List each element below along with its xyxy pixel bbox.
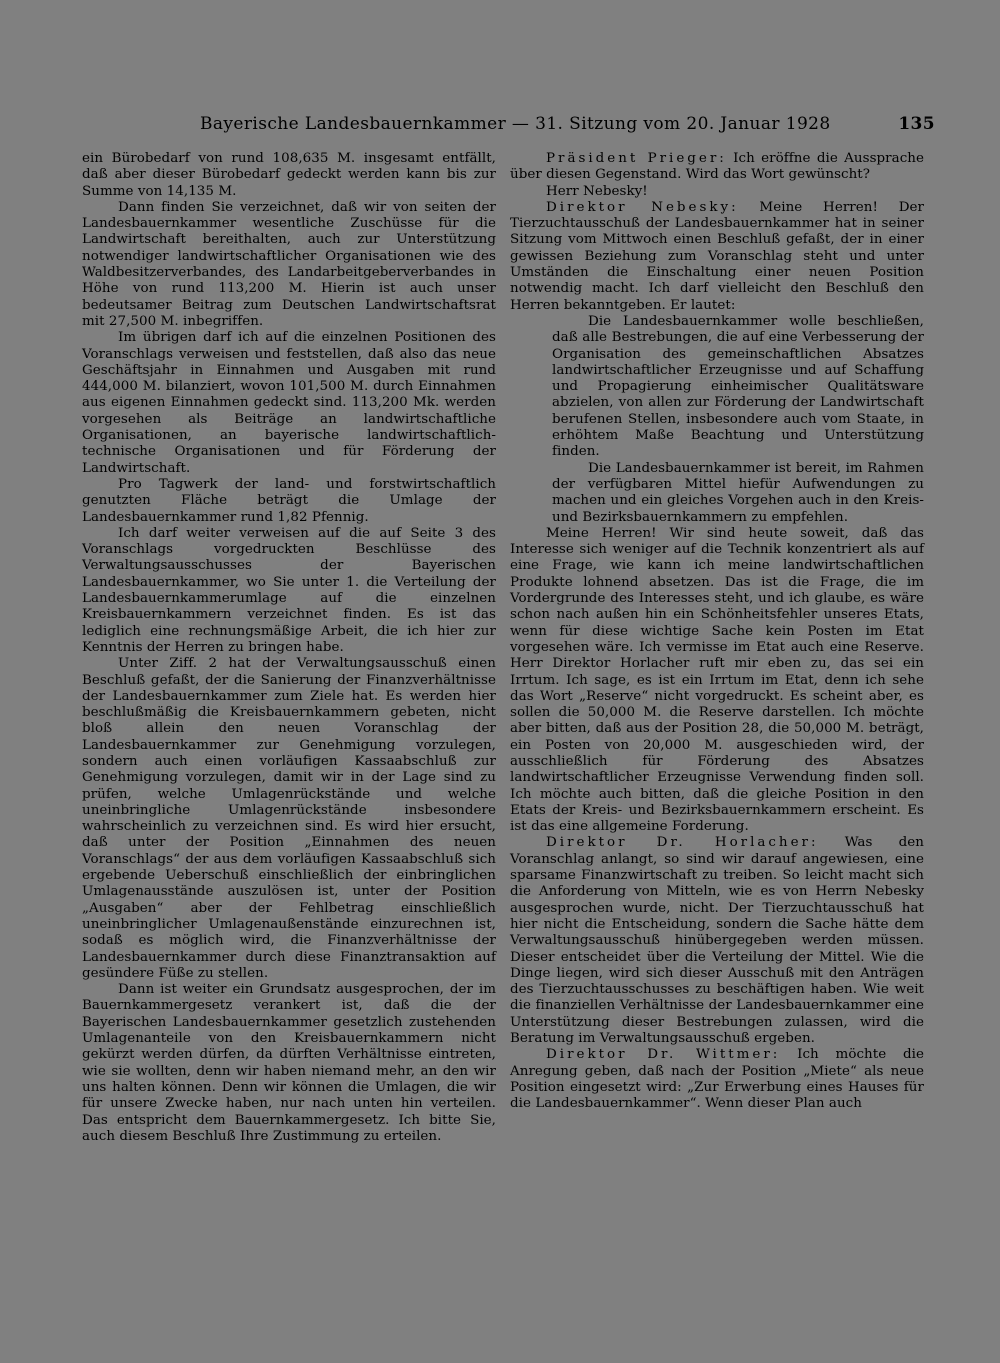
speech-text: Meine Herren! Der Tierzuchtausschuß der Landesbauernkammer hat in seiner Sitzung vom Mittwoch einen Beschluß gefaßt, der in einer gewissen Beziehung zum Voranschlag steht und unter Umständen die Einschaltung einer neuen Position notwendig macht. Ich darf vielleicht den Beschluß den Herren bekanntgeben. Er lautet:	[510, 199, 924, 313]
paragraph: Pro Tagwerk der land- und forstwirtschaftlich genutzten Fläche beträgt die Umlage der Landesbauernkammer rund 1,82 Pfennig.	[82, 476, 496, 525]
speech-text: Ich eröffne die Aussprache über diesen Gegenstand. Wird das Wort gewünscht?	[510, 151, 924, 183]
speech-paragraph	[510, 200, 924, 314]
running-header	[200, 114, 935, 136]
speaker-name: Direktor Dr. Wittmer:	[546, 1047, 781, 1063]
header-title: Bayerische Landesbauernkammer — 31. Sitzung vom 20. Januar 1928	[200, 114, 831, 134]
speech-text: Ich möchte die Anregung geben, daß nach der Position „Miete“ als neue Position eingesetzt wird: „Zur Erwerbung eines Hauses für die Landesbauernkammer“. Wenn dieser Plan auch	[510, 1047, 924, 1112]
left-column	[82, 151, 496, 1145]
speech-paragraph	[510, 151, 924, 184]
speaker-name: Direktor Dr. Horlacher:	[546, 835, 819, 851]
paragraph: Dann ist weiter ein Grundsatz ausgesprochen, der im Bauernkammergesetz verankert ist, daß die der Bayerischen Landesbauernkammer gesetzlich zustehenden Umlagenanteile von den Kreisbauernkammern nicht gekürzt werden dürfen, da dürften Verhältnisse eintreten, wie sie wollten, denn wir haben niemand mehr, an den wir uns halten können. Denn wir können die Umlagen, die wir für unsere Zwecke haben, nur nach unten hin verteilen. Das entspricht dem Bauernkammergesetz. Ich bitte Sie, auch diesem Beschluß Ihre Zustimmung zu erteilen.	[82, 982, 496, 1144]
page-number: 135	[898, 114, 935, 134]
paragraph: Herr Nebesky!	[546, 183, 648, 199]
paragraph: Dann finden Sie verzeichnet, daß wir von seiten der Landesbauernkammer wesentliche Zuschüsse für die Landwirtschaft bereithalten, auch zur Unterstützung notwendiger landwirtschaftlicher Organisationen wie des Waldbesitzerverbandes, des Landarbeitgeberverbandes in Höhe von rund 113,200 M. Hierin ist auch unser bedeutsamer Beitrag zum Deutschen Landwirtschaftsrat mit 27,500 M. inbegriffen.	[82, 199, 496, 329]
paragraph: Meine Herren! Wir sind heute soweit, daß das Interesse sich weniger auf die Technik konzentriert als auf eine Frage, wie kann ich meine landwirtschaftlichen Produkte lohnend absetzen. Das ist die Frage, die im Vordergrunde des Interesses steht, und ich glaube, es wäre schon nach außen hin ein Schönheitsfehler unseres Etats, wenn für diese wichtige Sache kein Posten im Etat vorgesehen wäre. Ich vermisse im Etat auch eine Reserve. Herr Direktor Horlacher ruft mir eben zu, das sei ein Irrtum. Ich sage, es ist ein Irrtum im Etat, denn ich sehe das Wort „Reserve“ nicht vorgedruckt. Es scheint aber, es sollen die 50,000 M. die Reserve darstellen. Ich möchte aber bitten, daß aus der Position 28, die 50,000 M. beträgt, ein Posten von 20,000 M. ausgeschieden wird, der ausschließlich für Förderung des Absatzes landwirtschaftlicher Erzeugnisse Verwendung finden soll. Ich möchte auch bitten, daß die gleiche Position in den Etats der Kreis- und Bezirksbauernkammern erscheint. Es ist das eine allgemeine Forderung.	[510, 525, 924, 835]
speech-paragraph	[510, 835, 924, 1047]
paragraph: Unter Ziff. 2 hat der Verwaltungsausschuß einen Beschluß gefaßt, der die Sanierung der Finanzverhältnisse der Landesbauernkammer zum Ziele hat. Es werden hier beschlußmäßig die Kreisbauernkammern gebeten, nicht bloß allein den neuen Voranschlag der Landesbauernkammer zur Genehmigung vorzulegen, sondern auch einen vorläufigen Kassaabschluß zur Genehmigung vorzulegen, damit wir in der Lage sind zu prüfen, welche Umlagenrückstände und welche uneinbringliche Umlagenrückstände insbesondere wahrscheinlich zu verzeichnen sind. Es wird hier ersucht, daß unter der Position „Einnahmen des neuen Voranschlags“ der aus dem vorläufigen Kassaabschluß sich ergebende Ueberschuß einschließlich der einbringlichen Umlagenausstände auszulösen ist, unter der Position „Ausgaben“ aber der Fehlbetrag einschließlich uneinbringlicher Umlagenaußenstände einzurechnen ist, sodaß es möglich wird, die Finanzverhältnisse der Landesbauernkammer durch diese Finanztransaktion auf gesündere Füße zu stellen.	[82, 656, 496, 981]
paragraph: Ich darf weiter verweisen auf die auf Seite 3 des Voranschlags vorgedruckten Beschlüsse des Verwaltungsausschusses der Bayerischen Landesbauernkammer, wo Sie unter 1. die Verteilung der Landesbauernkammerumlage auf die einzelnen Kreisbauernkammern verzeichnet finden. Es ist das lediglich eine rechnungsmäßige Arbeit, die ich hier zur Kenntnis der Herren zu bringen habe.	[82, 525, 496, 655]
paragraph: ein Bürobedarf von rund 108,635 M. insgesamt entfällt, daß aber dieser Bürobedarf gedeckt werden kann bis zur Summe von 14,135 M.	[82, 151, 496, 199]
speaker-name: Präsident Prieger:	[546, 151, 727, 166]
right-column	[510, 151, 924, 1113]
paragraph: Im übrigen darf ich auf die einzelnen Positionen des Voranschlags verweisen und feststellen, daß also das neue Geschäftsjahr in Einnahmen und Ausgaben mit rund 444,000 M. bilanziert, wovon 101,500 M. durch Einnahmen aus eigenen Einnahmen gedeckt sind. 113,200 Mk. werden vorgesehen als Beiträge an landwirtschaftliche Organisationen, an bayerische landwirtschaftlich-technische Organisationen und für Förderung der Landwirtschaft.	[82, 330, 496, 476]
speech-text: Was den Voranschlag anlangt, so sind wir darauf angewiesen, eine sparsame Finanzwirtschaft zu treiben. So leicht macht sich die Anforderung von Mitteln, wie es von Herrn Nebesky ausgesprochen wurde, nicht. Der Tierzuchtausschuß hat hier nicht die Entscheidung, sondern die Sache hätte dem Verwaltungsausschuß hinübergegeben werden müssen. Dieser entscheidet über die Verteilung der Mittel. Wie die Dinge liegen, wird sich dieser Ausschuß mit den Anträgen des Tierzuchtausschusses zu beschäftigen haben. Wie weit die finanziellen Verhältnisse der Landesbauernkammer eine Unterstützung dieser Bestrebungen zulassen, wird die Beratung im Verwaltungsausschuß ergeben.	[510, 835, 924, 1047]
quoted-resolution: Die Landesbauernkammer wolle beschließen, daß alle Bestrebungen, die auf eine Verbesserung der Organisation des gemeinschaftlichen Absatzes landwirtschaftlicher Erzeugnisse und auf Schaffung und Propagierung einheimischer Qualitätsware abzielen, von allen zur Förderung der Landwirtschaft berufenen Stellen, insbesondere auch vom Staate, in erhöhtem Maße Beachtung und Unterstützung finden.	[552, 313, 924, 460]
speech-paragraph	[510, 1047, 924, 1112]
speaker-name: Direktor Nebesky:	[546, 199, 739, 215]
quoted-resolution: Die Landesbauernkammer ist bereit, im Rahmen der verfügbaren Mittel hiefür Aufwendungen zu machen und ein gleiches Vorgehen auch in den Kreis- und Bezirksbauernkammern zu empfehlen.	[552, 460, 924, 525]
